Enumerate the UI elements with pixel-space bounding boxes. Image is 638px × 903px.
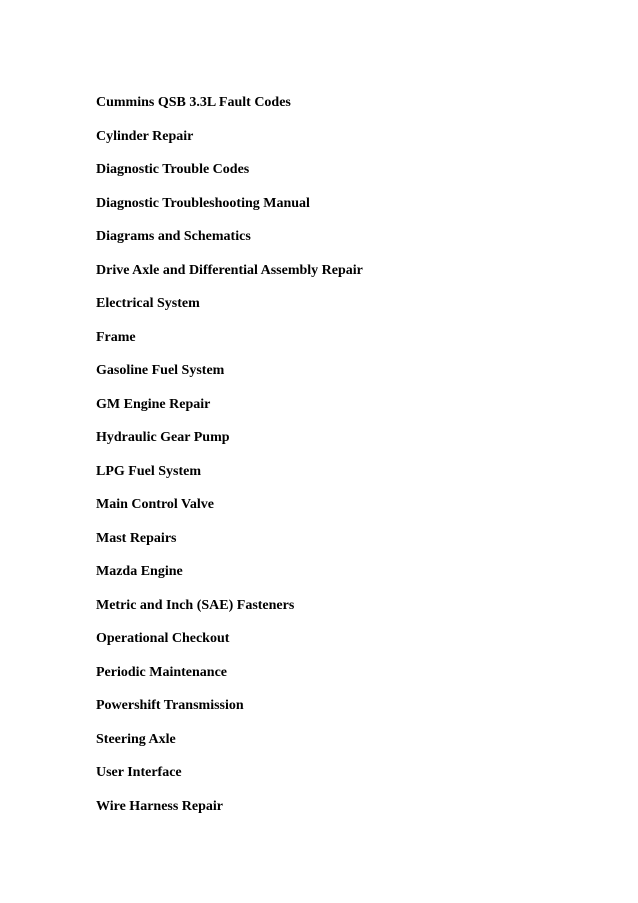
list-item: Diagnostic Troubleshooting Manual xyxy=(96,195,310,211)
list-item: Electrical System xyxy=(96,296,200,311)
list-item: Wire Harness Repair xyxy=(96,798,224,814)
list-item: Frame xyxy=(96,329,136,345)
list-item: Mazda Engine xyxy=(96,564,183,579)
list-item: Main Control Valve xyxy=(96,497,214,512)
list-item: Operational Checkout xyxy=(96,631,230,646)
list-item: Diagrams and Schematics xyxy=(96,229,251,244)
list-item: Cummins QSB 3.3L Fault Codes xyxy=(96,95,291,110)
list-item: Steering Axle xyxy=(96,731,176,747)
topic-list xyxy=(96,86,363,823)
list-item: Metric and Inch (SAE) Fasteners xyxy=(96,597,295,613)
list-item: Diagnostic Trouble Codes xyxy=(96,162,250,177)
list-item: GM Engine Repair xyxy=(96,396,211,412)
list-item: Drive Axle and Differential Assembly Repair xyxy=(96,262,363,278)
list-item: LPG Fuel System xyxy=(96,463,201,479)
list-item: Powershift Transmission xyxy=(96,698,244,713)
list-item: Hydraulic Gear Pump xyxy=(96,430,230,445)
list-item: Cylinder Repair xyxy=(96,128,194,144)
list-item: Gasoline Fuel System xyxy=(96,363,225,378)
list-item: User Interface xyxy=(96,765,182,780)
list-item: Mast Repairs xyxy=(96,530,177,546)
list-item: Periodic Maintenance xyxy=(96,664,228,680)
